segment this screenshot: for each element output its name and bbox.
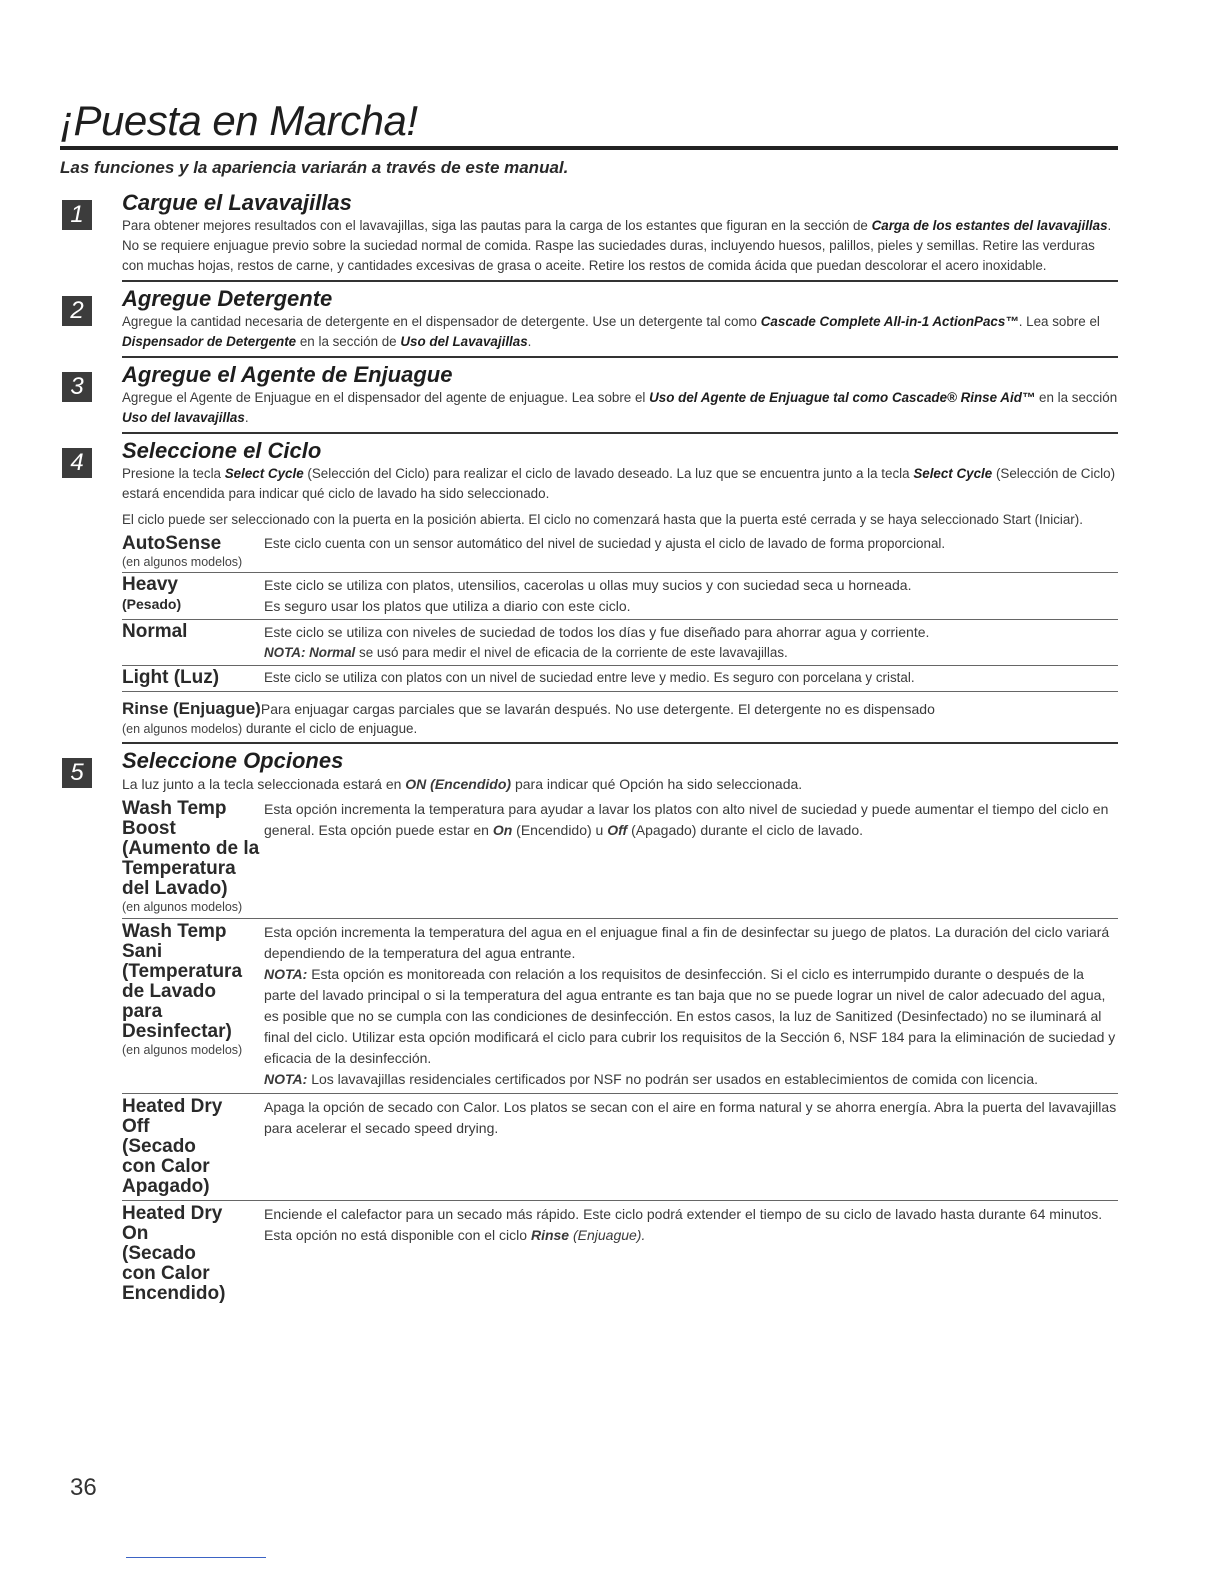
- cycle-description: Este ciclo cuenta con un sensor automático del nivel de suciedad y ajusta el ciclo de lavado de forma proporcional.: [264, 536, 946, 551]
- option-sublabel: (en algunos modelos): [122, 1043, 243, 1057]
- option-wash-temp-boost: [122, 799, 1118, 915]
- step-5-intro: La luz junto a la tecla seleccionada estará en ON (Encendido) para indicar qué Opción ha sido seleccionada.: [122, 776, 803, 792]
- step-3-text: Agregue el Agente de Enjuague en el dispensador del agente de enjuague. Lea sobre el Uso del Agente de Enjuague tal como Cascade® Rinse Aid™ en la sección Uso del lavavajillas.: [122, 390, 1118, 425]
- option-label: de Lavado: [122, 981, 216, 1002]
- option-label: Heated Dry: [122, 1203, 223, 1224]
- option-heated-dry-off: [122, 1097, 1118, 1197]
- cycle-heavy: [122, 575, 1118, 617]
- cycle-rinse: [122, 698, 1118, 738]
- option-label: Wash Temp: [122, 798, 227, 819]
- step-3-number: 3: [62, 372, 92, 402]
- option-label: (Temperatura: [122, 961, 243, 982]
- step-5: [60, 748, 1118, 1304]
- step-2-text: Agregue la cantidad necesaria de detergente en el dispensador de detergente. Use un detergente tal como Cascade Complete All-in-1 ActionPacs™. Lea sobre el Dispensador de Detergente en la sección de Uso del Lavavajillas.: [122, 314, 1100, 349]
- page-title: ¡Puesta en Marcha!: [60, 97, 418, 144]
- cycle-normal: [122, 622, 1118, 663]
- page-subtitle: Las funciones y la apariencia variarán a través de este manual.: [60, 158, 569, 177]
- option-description: Apaga la opción de secado con Calor. Los platos se secan con el aire en forma natural y se ahorra energía. Abra la puerta del lavavajillas para acelerar el secado speed drying.: [264, 1099, 1117, 1136]
- step-1-number: 1: [62, 200, 92, 230]
- option-description: Esta opción incrementa la temperatura para ayudar a lavar los platos con alto nivel de suciedad y puede aumentar el tiempo del ciclo en general. Esta opción puede estar en On (Encendido) u Off (Apagado) durante el ciclo de lavado.: [264, 801, 1109, 838]
- step-3: [60, 362, 1118, 428]
- cycle-description: Para enjuagar cargas parciales que se lavarán después. No use detergente. El detergente no es dispensado: [260, 701, 935, 717]
- option-label: Encendido): [122, 1283, 226, 1304]
- cycle-description: Este ciclo se utiliza con niveles de suciedad de todos los días y fue diseñado para ahorrar agua y corriente.: [264, 624, 930, 640]
- cycle-label: Normal: [122, 621, 188, 642]
- cycle-sublabel: (Pesado): [122, 596, 182, 612]
- row-divider: [122, 572, 1118, 573]
- step-4: [60, 438, 1118, 738]
- footer-divider: [126, 1557, 266, 1558]
- option-label: para: [122, 1001, 163, 1022]
- option-label: del Lavado): [122, 878, 228, 899]
- page-number: 36: [70, 1474, 97, 1501]
- title-divider: [60, 146, 1118, 150]
- cycle-description: durante el ciclo de enjuague.: [245, 721, 418, 736]
- step-4-number: 4: [62, 448, 92, 478]
- cycle-description: Es seguro usar los platos que utiliza a diario con este ciclo.: [264, 598, 631, 614]
- row-divider: [122, 665, 1118, 666]
- step-1: [60, 190, 1118, 276]
- step-divider: [122, 742, 1118, 744]
- step-2-number: 2: [62, 296, 92, 326]
- step-3-title: Agregue el Agente de Enjuague: [122, 362, 453, 387]
- step-5-number: 5: [62, 758, 92, 788]
- option-label: con Calor: [122, 1156, 210, 1177]
- step-4-title: Seleccione el Ciclo: [122, 438, 322, 463]
- option-label: Boost: [122, 818, 176, 839]
- cycle-light: [122, 668, 1118, 688]
- step-4-note: El ciclo puede ser seleccionado con la puerta en la posición abierta. El ciclo no comenzará hasta que la puerta esté cerrada y se haya seleccionado Start (Iniciar).: [122, 512, 1083, 527]
- option-label: con Calor: [122, 1263, 210, 1284]
- option-label: (Secado: [122, 1136, 196, 1157]
- step-2: [60, 286, 1118, 352]
- step-divider: [122, 432, 1118, 434]
- step-divider: [122, 356, 1118, 358]
- cycle-label: Heavy: [122, 574, 178, 595]
- manual-page: [60, 98, 1118, 1304]
- option-description: Enciende el calefactor para un secado más rápido. Este ciclo podrá extender el tiempo de su ciclo de lavado hasta durante 64 minutos. Esta opción no está disponible con el ciclo Rinse (Enjuague).: [264, 1206, 1103, 1243]
- option-label: (Secado: [122, 1243, 196, 1264]
- step-4-intro: Presione la tecla Select Cycle (Selección del Ciclo) para realizar el ciclo de lavado deseado. La luz que se encuentra junto a la tecla Select Cycle (Selección de Ciclo) estará encendida para indicar qué ciclo de lavado ha sido seleccionado.: [122, 466, 1116, 501]
- option-sublabel: (en algunos modelos): [122, 900, 243, 914]
- option-label: Wash Temp: [122, 921, 227, 942]
- cycle-sublabel: (en algunos modelos): [122, 722, 243, 736]
- row-divider: [122, 691, 1118, 692]
- step-2-title: Agregue Detergente: [122, 286, 333, 311]
- cycle-label: Light (Luz): [122, 667, 220, 688]
- row-divider: [122, 918, 1118, 919]
- row-divider: [122, 619, 1118, 620]
- cycle-description: Este ciclo se utiliza con platos con un nivel de suciedad entre leve y medio. Es seguro con porcelana y cristal.: [264, 670, 915, 685]
- option-label: (Aumento de la: [122, 838, 260, 859]
- row-divider: [122, 1093, 1118, 1094]
- option-label: Off: [122, 1116, 150, 1137]
- option-label: Heated Dry: [122, 1096, 223, 1117]
- option-label: Apagado): [122, 1176, 210, 1197]
- step-divider: [122, 280, 1118, 282]
- row-divider: [122, 1200, 1118, 1201]
- cycle-description: Este ciclo se utiliza con platos, utensilios, cacerolas u ollas muy sucios y con suciedad seca u horneada.: [264, 577, 912, 593]
- option-label: On: [122, 1223, 149, 1244]
- cycle-sublabel: (en algunos modelos): [122, 555, 243, 569]
- option-note: NOTA: Los lavavajillas residenciales certificados por NSF no podrán ser usados en establecimientos de comida con licencia.: [264, 1071, 1039, 1087]
- option-note: NOTA: Esta opción es monitoreada con relación a los requisitos de desinfección. Si el ciclo es interrumpido durante o después de la parte del lavado principal o si la temperatura del agua entrante es tan baja que no se puede lograr un nivel de calor adecuado del agua, es posible que no se cumpla con las condiciones de desinfección. En estos casos, la luz de Sanitized (Desinfectado) no se iluminará al final del ciclo. Utilizar esta opción modificará el ciclo para cubrir los requisitos de la Sección 6, NSF 184 para la eliminación de suciedad y eficacia de la desinfección.: [264, 966, 1116, 1066]
- option-label: Temperatura: [122, 858, 236, 879]
- option-description: Esta opción incrementa la temperatura del agua en el enjuague final a fin de desinfectar su juego de platos. La duración del ciclo variará dependiendo de la temperatura del agua entrante.: [264, 924, 1110, 961]
- step-1-text: Para obtener mejores resultados con el lavavajillas, siga las pautas para la carga de los estantes que figuran en la sección de Carga de los estantes del lavavajillas. No se requiere enjuague previo sobre la suciedad normal de comida. Raspe las suciedades duras, incluyendo huesos, palillos, pieles y semillas. Retire las verduras con muchas hojas, restos de carne, y cantidades excesivas de grasa o aceite. Retire los restos de comida ácida que puedan descolorar el acero inoxidable.: [122, 218, 1112, 273]
- cycle-note: NOTA: Normal se usó para medir el nivel de eficacia de la corriente de este lavavajillas.: [264, 645, 788, 660]
- option-heated-dry-on: [122, 1204, 1118, 1304]
- option-label: Sani: [122, 941, 163, 962]
- step-1-title: Cargue el Lavavajillas: [122, 190, 352, 215]
- step-5-title: Seleccione Opciones: [122, 748, 344, 773]
- option-wash-temp-sani: [122, 922, 1118, 1090]
- cycle-autosense: [122, 534, 1118, 570]
- cycle-label: AutoSense: [122, 533, 222, 554]
- cycle-label: Rinse (Enjuague): [122, 699, 261, 718]
- option-label: Desinfectar): [122, 1021, 232, 1042]
